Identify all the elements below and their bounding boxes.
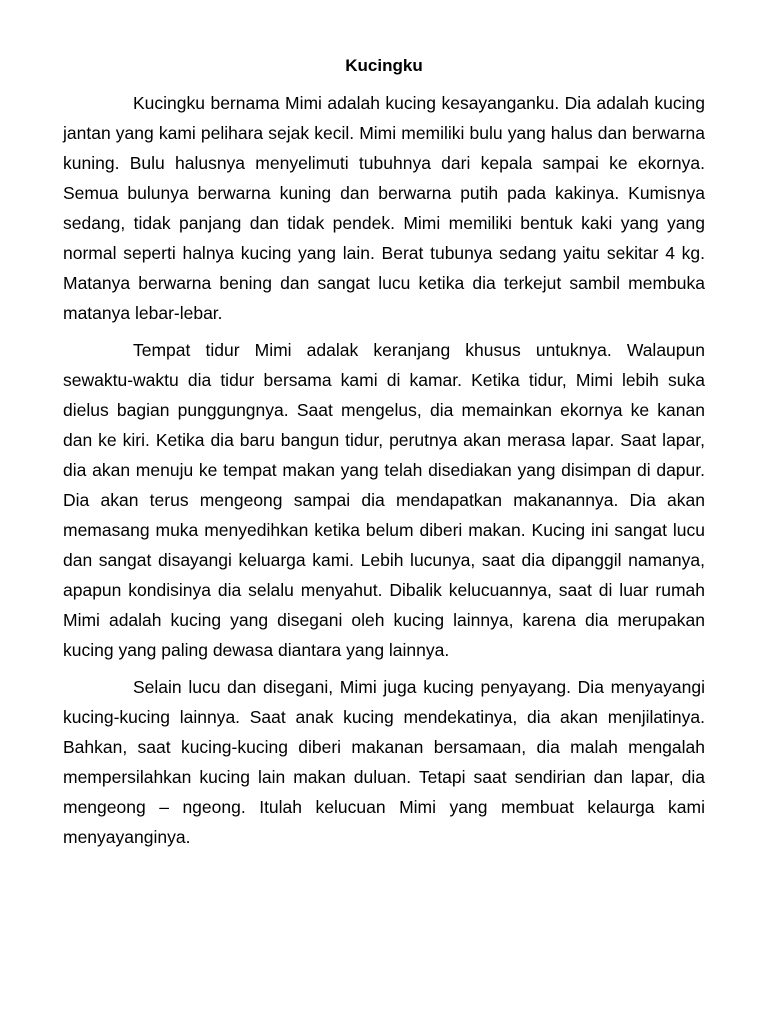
paragraph-2: Tempat tidur Mimi adalak keranjang khusus untuknya. Walaupun sewaktu-waktu dia tidur bersama kami di kamar. Ketika tidur, Mimi lebih suka dielus bagian punggungnya. Saat mengelus, dia memainkan ekornya ke kanan dan ke kiri. Ketika dia baru bangun tidur, perutnya akan merasa lapar. Saat lapar, dia akan menuju ke tempat makan yang telah disediakan yang disimpan di dapur. Dia akan terus mengeong sampai dia mendapatkan makanannya. Dia akan memasang muka menyedihkan ketika belum diberi makan. Kucing ini sangat lucu dan sangat disayangi keluarga kami. Lebih lucunya, saat dia dipanggil namanya, apapun kondisinya dia selalu menyahut. Dibalik kelucuannya, saat di luar rumah Mimi adalah kucing yang disegani oleh kucing lainnya, karena dia merupakan kucing yang paling dewasa diantara yang lainnya.	[63, 340, 705, 660]
paragraph-1: Kucingku bernama Mimi adalah kucing kesayanganku. Dia adalah kucing jantan yang kami pelihara sejak kecil. Mimi memiliki bulu yang halus dan berwarna kuning. Bulu halusnya menyelimuti tubuhnya dari kepala sampai ke ekornya. Semua bulunya berwarna kuning dan berwarna putih pada kakinya. Kumisnya sedang, tidak panjang dan tidak pendek. Mimi memiliki bentuk kaki yang yang normal seperti halnya kucing yang lain. Berat tubunya sedang yaitu sekitar 4 kg. Matanya berwarna bening dan sangat lucu ketika dia terkejut sambil membuka matanya lebar-lebar.	[63, 93, 705, 323]
paragraph-3: Selain lucu dan disegani, Mimi juga kucing penyayang. Dia menyayangi kucing-kucing lainnya. Saat anak kucing mendekatinya, dia akan menjilatinya. Bahkan, saat kucing-kucing diberi makanan bersamaan, dia malah mengalah mempersilahkan kucing lain makan duluan. Tetapi saat sendirian dan lapar, dia mengeong – ngeong. Itulah kelucuan Mimi yang membuat kelaurga kami menyayanginya.	[63, 677, 705, 847]
document-body	[63, 88, 705, 859]
document-title: Kucingku	[345, 56, 423, 75]
